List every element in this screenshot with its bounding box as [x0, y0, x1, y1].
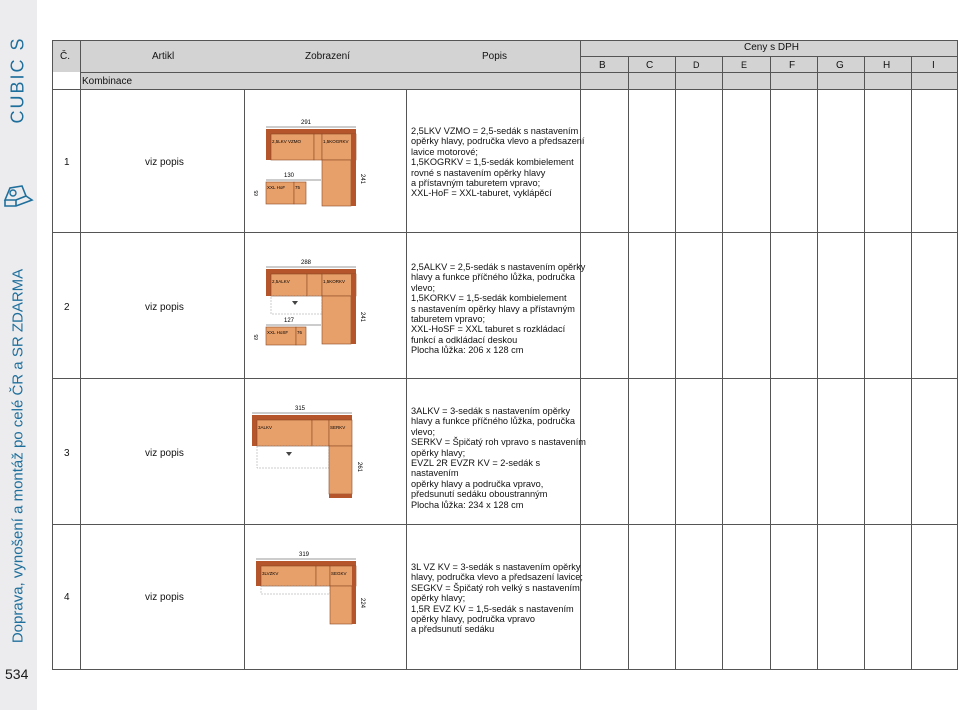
rule — [957, 40, 958, 670]
dim-stool: 65 — [254, 190, 260, 196]
rule — [817, 56, 818, 670]
row-article: viz popis — [145, 448, 184, 459]
rule — [52, 40, 53, 670]
segment-label: 2,5ALKV — [272, 279, 290, 284]
header-description: Popis — [482, 51, 508, 62]
price-col-d: D — [693, 60, 700, 70]
rule — [864, 56, 865, 670]
row-description: 3ALKV = 3-sedák s nastavením opěrky hlavy a funkce příčného lůžka, područka vlevo; SERKV = Špičatý roh vpravo s nastavením opěrky hlavy; EVZL 2R EVZR KV = 2-sedák s nastavením opěrky hlavy a područka vpravo, předsunutí sedáku oboustranným Plocha lůžka: 234 x 128 cm — [411, 406, 586, 510]
row-number: 2 — [64, 302, 70, 313]
row-separator — [52, 378, 958, 379]
row-separator — [52, 232, 958, 233]
rule — [722, 56, 723, 670]
price-col-h: H — [883, 60, 891, 71]
segment-label: SEGKV — [331, 571, 347, 576]
sofa-drawing — [248, 114, 368, 214]
dim-depth: 261 — [356, 462, 362, 473]
rule — [80, 40, 81, 670]
segment-label: SERKV — [330, 425, 346, 430]
row-number: 1 — [64, 157, 70, 168]
row-description: 2,5ALKV = 2,5-sedák s nastavením opěrky hlavy a funkce příčného lůžka, područka vlevo; 1,5KORKV = 1,5-sedák kombielement s nastavením opěrky hlavy a přístavným taburetem vpravo; XXL-HoSF = XXL taburet s rozkládací funkcí a odkládací deskou Plocha lůžka: 206 x 128 cm — [411, 262, 586, 356]
price-col-g: G — [836, 60, 844, 71]
segment-label: 2,5LKV VZMO — [272, 139, 302, 144]
price-col-c: C — [646, 60, 654, 71]
header-article: Artikl — [152, 51, 175, 62]
page-number: 534 — [5, 666, 29, 682]
price-col-f: F — [789, 60, 796, 71]
header-combination: Kombinace — [82, 76, 133, 87]
rule — [911, 56, 912, 670]
rule — [580, 56, 958, 57]
row-number: 3 — [64, 448, 70, 459]
dim-depth: 224 — [359, 598, 365, 609]
row-description: 2,5LKV VZMO = 2,5-sedák s nastavením opěrky hlavy, područka vlevo a předsazení lavice motorové; 1,5KOGRKV = 1,5-sedák kombielement rovné s nastavením opěrky hlavy a přístavným taburetem vpravo; XXL-HoF = XXL-taburet, vyklápěcí — [411, 126, 585, 199]
price-table — [52, 40, 958, 670]
segment-label: 75 — [295, 185, 301, 190]
rule — [80, 72, 958, 73]
segment-label: 1,5KORKV — [323, 279, 346, 284]
header-prices: Ceny s DPH — [744, 42, 800, 53]
row-article: viz popis — [145, 157, 184, 168]
dim-inner: 127 — [284, 318, 295, 324]
rule — [52, 40, 958, 41]
rule — [52, 669, 958, 670]
row-article: viz popis — [145, 592, 184, 603]
row-separator — [52, 524, 958, 525]
dim-width: 291 — [300, 120, 312, 126]
row-description: 3L VZ KV = 3-sedák s nastavením opěrky hlavy, područka vlevo a předsazení lavice; SEGKV = Špičatý roh velký s nastavením opěrky hlavy; 1,5R EVZ KV = 1,5-sedák s nastavením opěrky hlavy, područka vpravo a předsunutí sedáku — [411, 562, 583, 635]
sidebar — [0, 0, 37, 710]
segment-label: 3LVZKV — [262, 571, 279, 576]
delivery-note: Doprava, vynošení a montáž po celé ČR a SR ZDARMA — [9, 268, 27, 644]
segment-label: 3ALKV — [258, 425, 273, 430]
rule — [770, 56, 771, 670]
sofa-icon — [2, 180, 34, 210]
dim-depth: 241 — [359, 174, 365, 185]
dim-width: 315 — [294, 406, 306, 412]
rule — [628, 56, 629, 670]
header-number: Č. — [60, 51, 70, 62]
dim-inner: 130 — [284, 173, 295, 179]
catalog-title: CUBIC S — [7, 36, 28, 124]
dim-width: 288 — [300, 260, 312, 266]
row-number: 4 — [64, 592, 70, 603]
price-col-e: E — [741, 60, 748, 70]
sofa-drawing — [248, 546, 368, 636]
header-display: Zobrazení — [305, 51, 351, 62]
price-col-i: I — [932, 60, 935, 71]
dim-depth: 241 — [359, 312, 365, 323]
segment-label: XXL HoSF — [267, 330, 289, 335]
segment-label: XXL HoF — [267, 185, 286, 190]
rule — [52, 89, 958, 90]
segment-label: 76 — [297, 330, 303, 335]
sofa-drawing — [248, 400, 368, 500]
row-article: viz popis — [145, 302, 184, 313]
combination-header — [80, 72, 958, 89]
dim-width: 319 — [298, 552, 310, 558]
price-col-b: B — [599, 60, 606, 71]
segment-label: 1,5KOGRKV — [323, 139, 349, 144]
sofa-drawing — [248, 254, 368, 354]
rule — [406, 89, 407, 670]
rule — [675, 56, 676, 670]
dim-stool: 65 — [254, 334, 260, 340]
rule — [244, 89, 245, 670]
